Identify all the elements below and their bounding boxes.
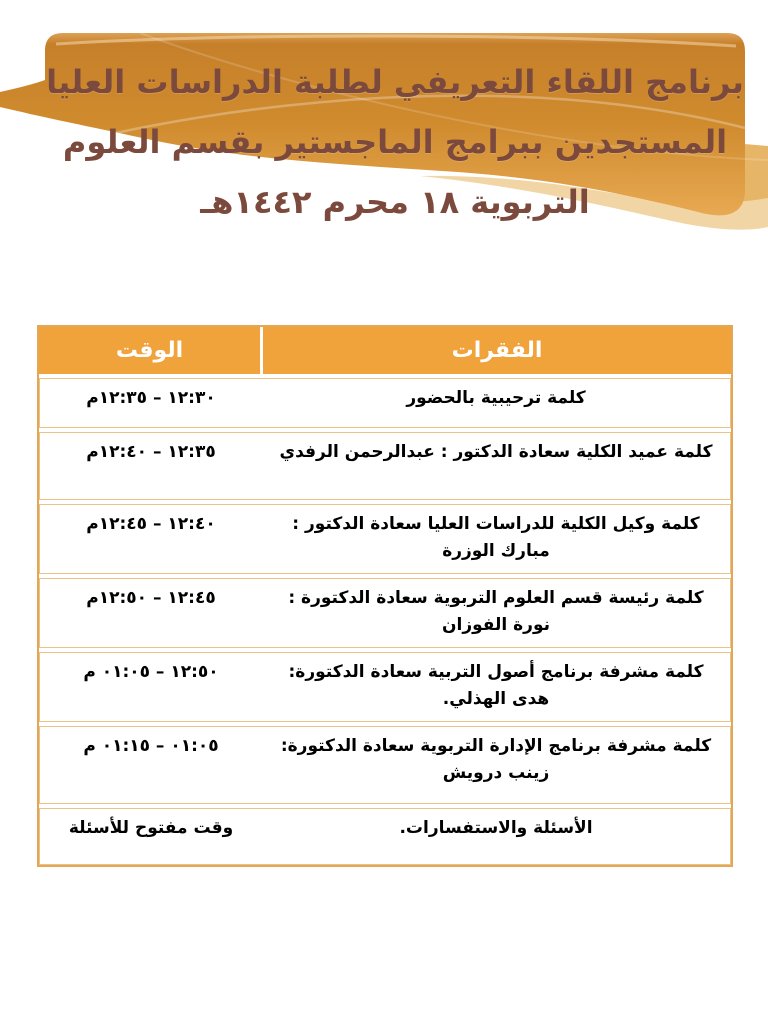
table-row [39,578,731,648]
table-header-row [39,327,731,374]
column-header-items: الفقرات [263,327,731,374]
item-cell: الأسئلة والاستفسارات. [399,818,593,838]
item-cell: كلمة عميد الكلية سعادة الدكتور : عبدالرحمن الرفدي [279,442,713,462]
item-cell: كلمة رئيسة قسم العلوم التربوية سعادة الدكتورة : نورة الفوزان [288,588,704,635]
time-cell: ١٢:٤٠ – ١٢:٤٥م [86,514,216,534]
banner [0,0,768,260]
item-cell: كلمة مشرفة برنامج الإدارة التربوية سعادة الدكتورة: زينب درويش [280,736,712,783]
table-row [39,652,731,722]
time-cell: ١٢:٣٥ – ١٢:٤٠م [86,442,216,462]
table-row [39,432,731,500]
time-cell: وقت مفتوح للأسئلة [68,818,234,838]
item-cell: كلمة مشرفة برنامج أصول التربية سعادة الدكتورة: هدى الهذلي. [288,662,704,709]
time-cell: ١٢:٥٠ – ٠١:٠٥ م [83,662,219,682]
table-row [39,726,731,804]
time-cell: ١٢:٣٠ – ١٢:٣٥م [86,388,216,408]
table-row [39,808,731,865]
item-cell: كلمة ترحيبية بالحضور [406,388,586,408]
schedule-table [37,325,733,867]
slide-title-line-1: برنامج اللقاء التعريفي لطلبة الدراسات العليا [46,63,744,101]
slide-title [45,52,745,232]
item-cell: كلمة وكيل الكلية للدراسات العليا سعادة الدكتور : مبارك الوزرة [292,514,700,561]
slide-title-line-2: المستجدين ببرامج الماجستير بقسم العلوم [62,123,728,161]
column-header-time: الوقت [39,327,260,374]
table-row [39,504,731,574]
table-row [39,378,731,428]
time-cell: ١٢:٤٥ – ١٢:٥٠م [86,588,216,608]
slide-title-line-3: التربوية ١٨ محرم ١٤٤٢هـ [200,183,590,221]
time-cell: ٠١:٠٥ – ٠١:١٥ م [83,736,219,756]
